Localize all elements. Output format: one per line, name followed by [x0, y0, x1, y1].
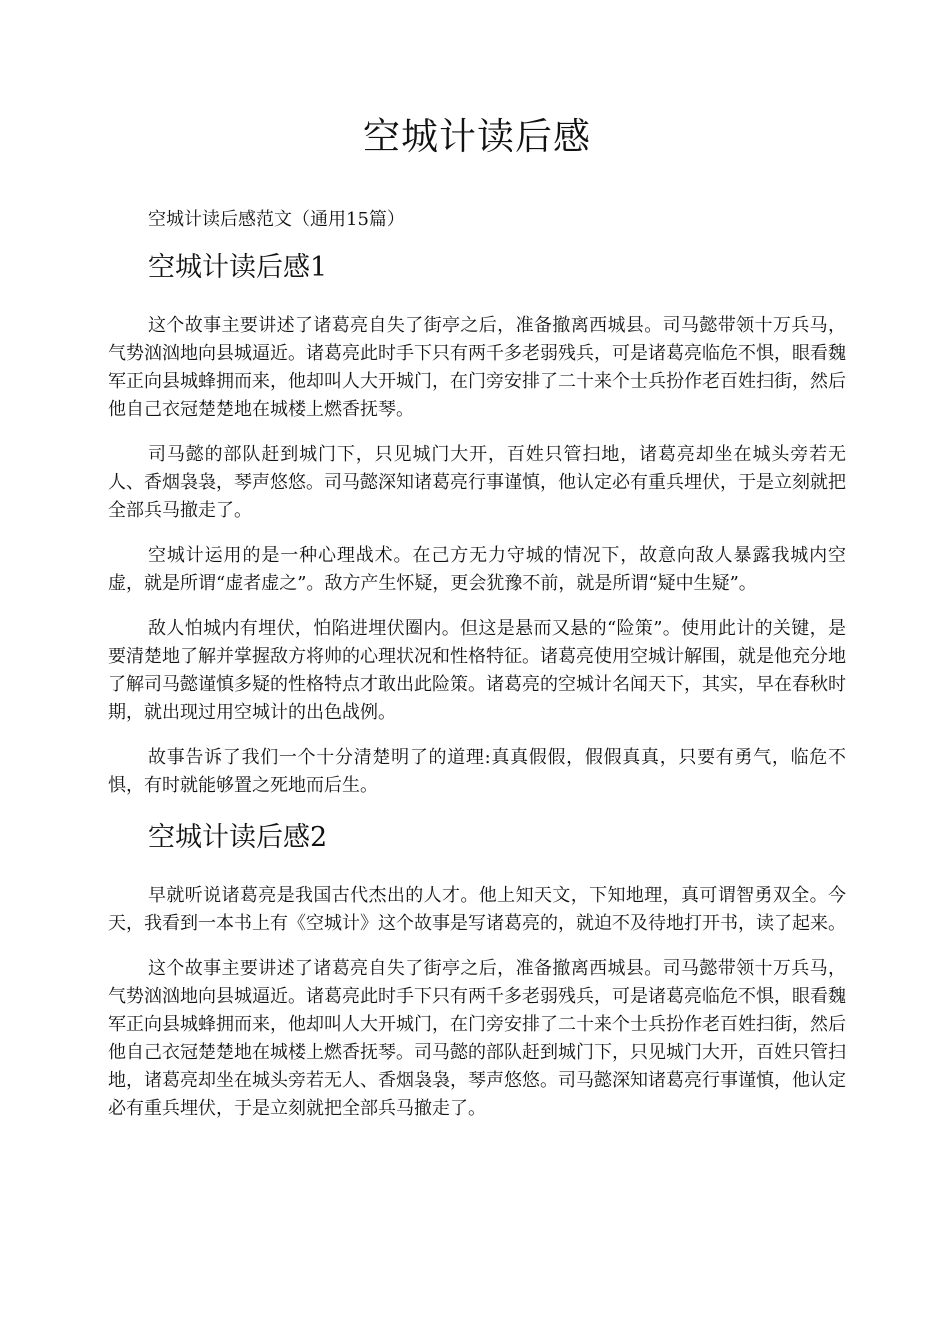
document-title: 空城计读后感 [363, 115, 591, 158]
document-page [108, 0, 846, 1140]
paragraph: 司马懿的部队赶到城门下，只见城门大开，百姓只管扫地，诸葛亮却坐在城头旁若无人、香烟袅袅，琴声悠悠。司马懿深知诸葛亮行事谨慎，他认定必有重兵埋伏，于是立刻就把全部兵马撤走了。 [108, 444, 846, 521]
section-heading: 空城计读后感1 [148, 252, 328, 283]
paragraph: 故事告诉了我们一个十分清楚明了的道理:真真假假，假假真真，只要有勇气，临危不惧，有时就能够置之死地而后生。 [108, 747, 846, 796]
document-subtitle: 空城计读后感范文（通用15篇） [148, 209, 405, 230]
paragraph: 早就听说诸葛亮是我国古代杰出的人才。他上知天文，下知地理，真可谓智勇双全。今天，我看到一本书上有《空城计》这个故事是写诸葛亮的，就迫不及待地打开书，读了起来。 [108, 885, 846, 934]
paragraph: 这个故事主要讲述了诸葛亮自失了街亭之后，准备撤离西城县。司马懿带领十万兵马，气势汹汹地向县城逼近。诸葛亮此时手下只有两千多老弱残兵，可是诸葛亮临危不惧，眼看魏军正向县城蜂拥而来，他却叫人大开城门，在门旁安排了二十来个士兵扮作老百姓扫街，然后他自己衣冠楚楚地在城楼上燃香抚琴。司马懿的部队赶到城门下，只见城门大开，百姓只管扫地，诸葛亮却坐在城头旁若无人、香烟袅袅，琴声悠悠。司马懿深知诸葛亮行事谨慎，他认定必有重兵埋伏，于是立刻就把全部兵马撤走了。 [108, 958, 846, 1119]
section-heading: 空城计读后感2 [148, 822, 328, 853]
section-1 [108, 248, 846, 800]
paragraph: 这个故事主要讲述了诸葛亮自失了街亭之后，准备撤离西城县。司马懿带领十万兵马，气势汹汹地向县城逼近。诸葛亮此时手下只有两千多老弱残兵，可是诸葛亮临危不惧，眼看魏军正向县城蜂拥而来，他却叫人大开城门，在门旁安排了二十来个士兵扮作老百姓扫街，然后他自己衣冠楚楚地在城楼上燃香抚琴。 [108, 315, 846, 420]
paragraph: 敌人怕城内有埋伏，怕陷进埋伏圈内。但这是悬而又悬的“险策”。使用此计的关键，是要清楚地了解并掌握敌方将帅的心理状况和性格特征。诸葛亮使用空城计解围，就是他充分地了解司马懿谨慎多疑的性格特点才敢出此险策。诸葛亮的空城计名闻天下，其实，早在春秋时期，就出现过用空城计的出色战例。 [108, 618, 846, 723]
section-2 [108, 818, 846, 1123]
paragraph: 空城计运用的是一种心理战术。在己方无力守城的情况下，故意向敌人暴露我城内空虚，就是所谓“虚者虚之”。敌方产生怀疑，更会犹豫不前，就是所谓“疑中生疑”。 [108, 545, 846, 594]
section-body [108, 882, 846, 1123]
section-body [108, 312, 846, 800]
